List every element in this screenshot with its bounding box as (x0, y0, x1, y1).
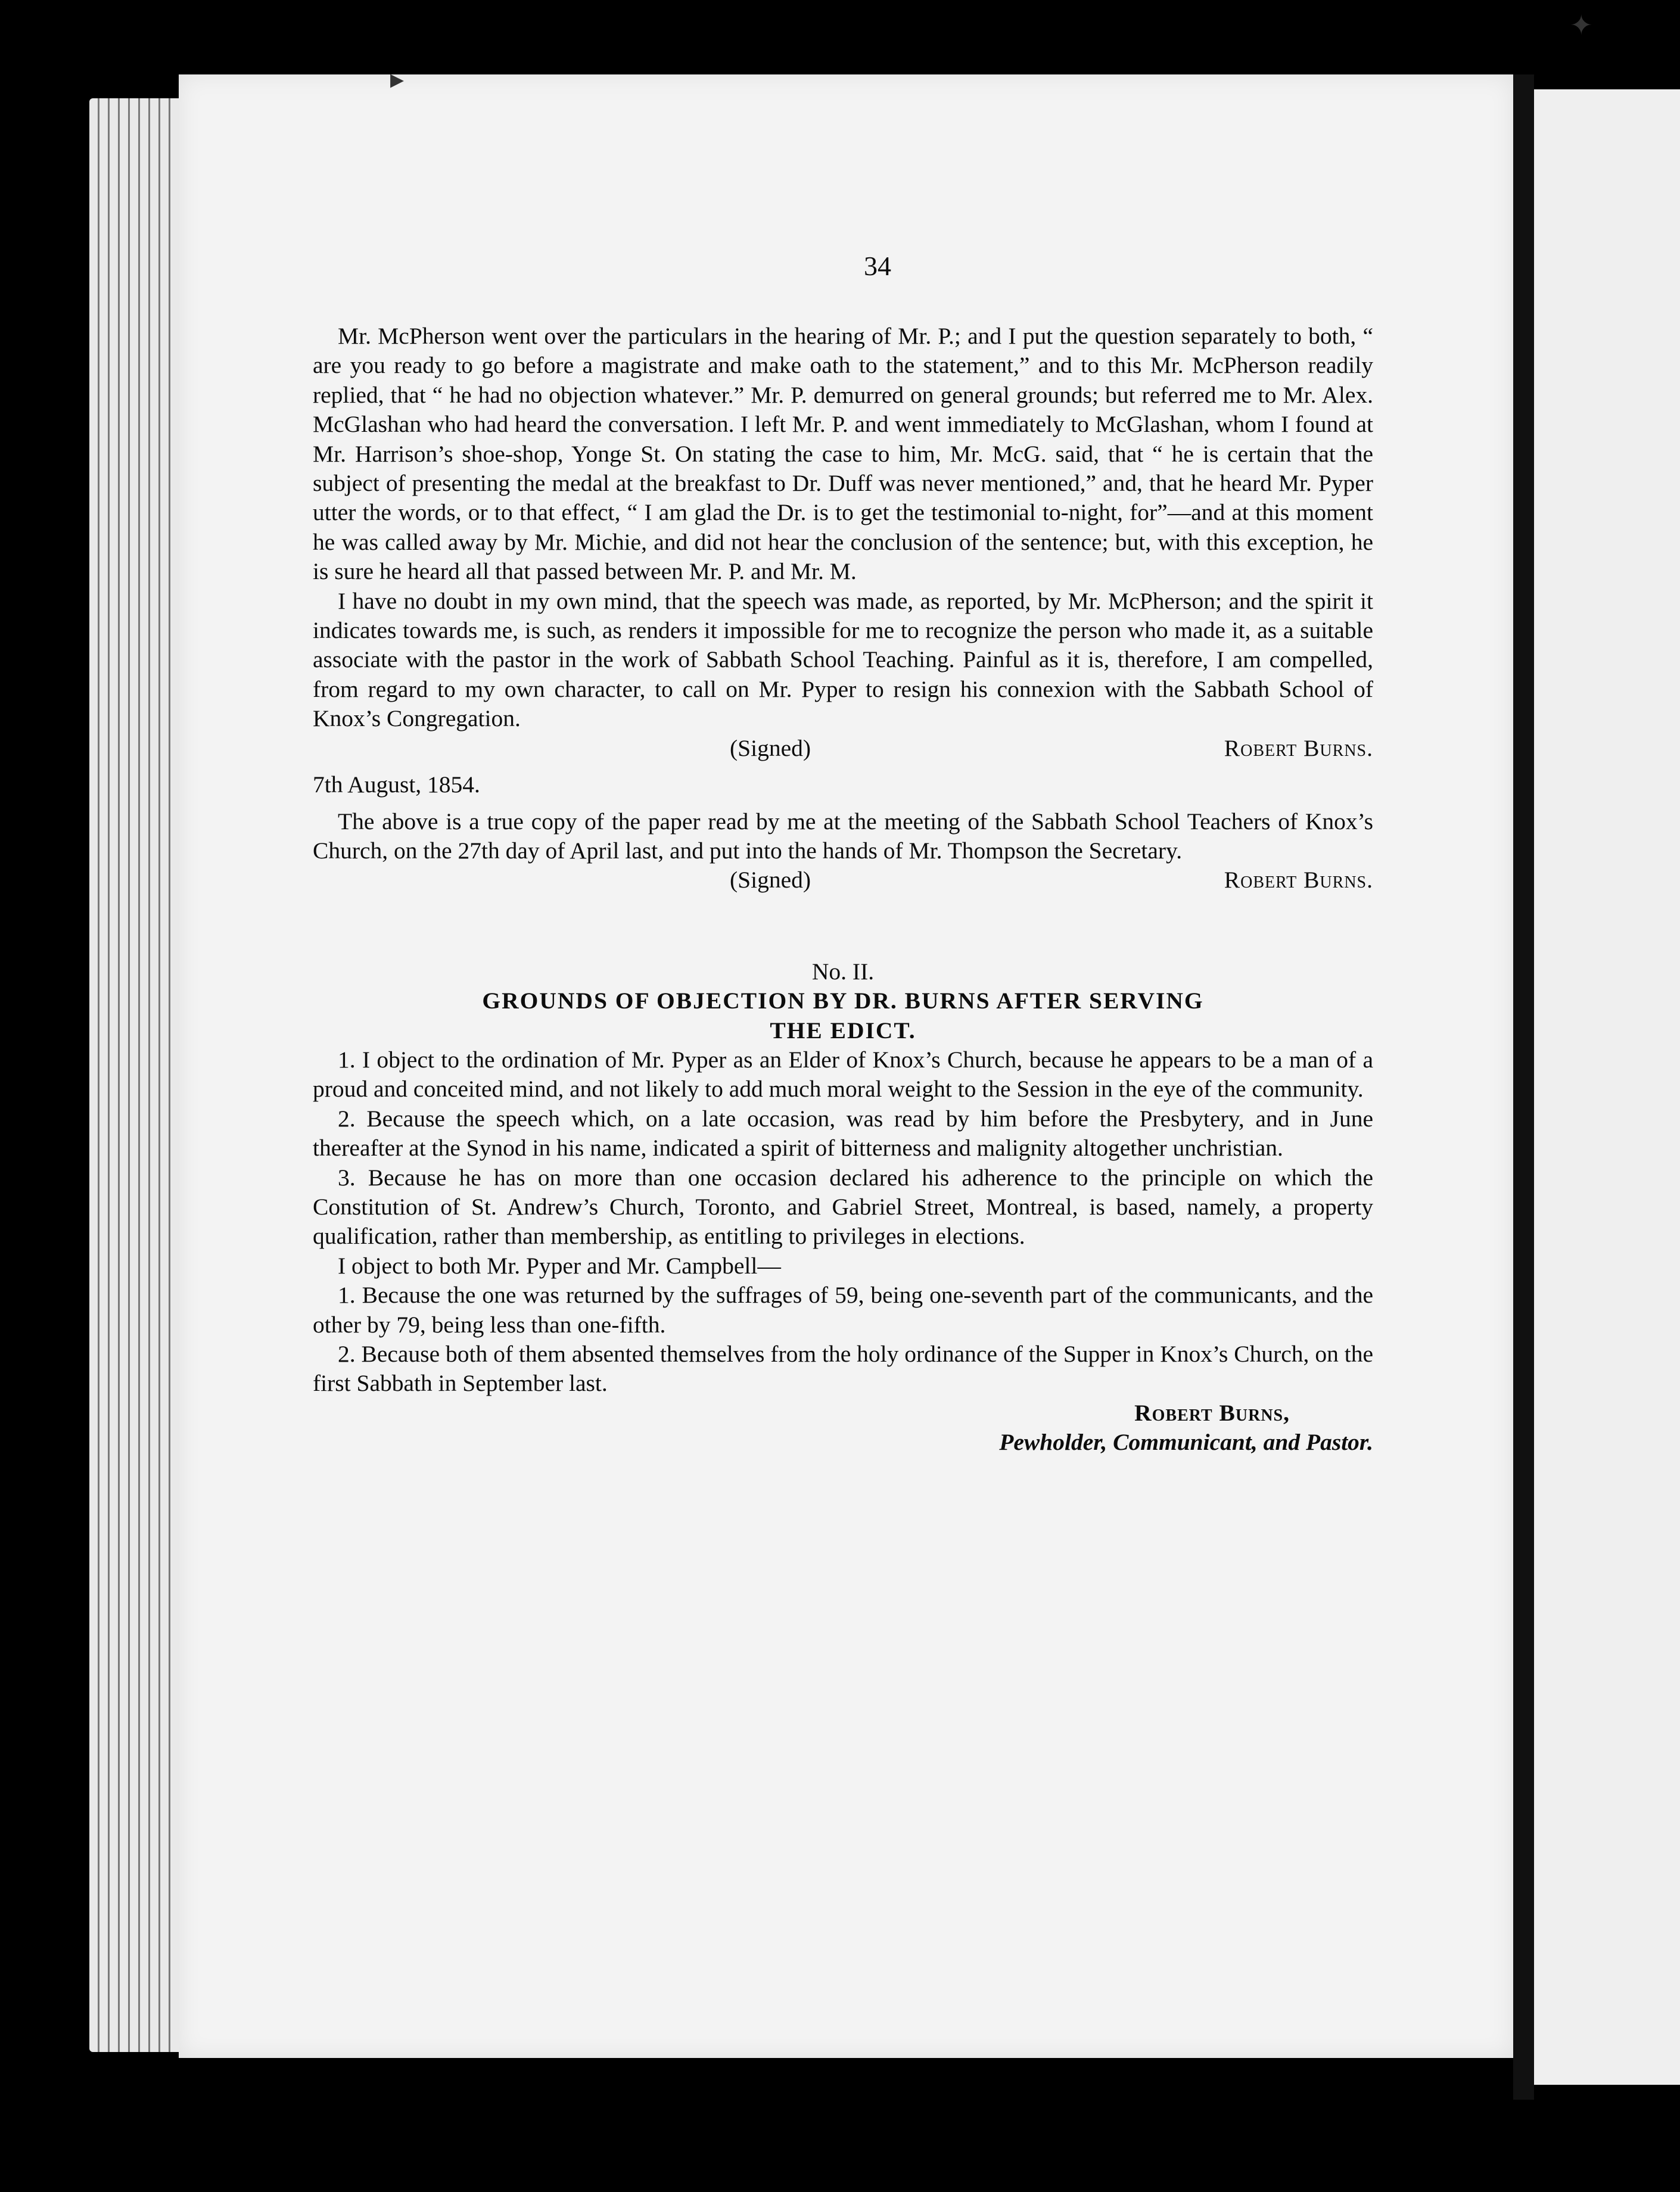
section-heading-continued: THE EDICT. (770, 1017, 916, 1044)
signatory-name: Robert Burns. (1224, 734, 1373, 761)
signatory-name: Robert Burns. (1224, 867, 1373, 893)
objection-item: 3. Because he has on more than one occasion declared his adherence to the principle on which the Constitution of St. Andrew’s Church, Toronto, and Gabriel Street, Montreal, is based, namely, a property qualification, rather than membership, as entitling to privileges in elections. (313, 1164, 1373, 1250)
objection-item: 1. I object to the ordination of Mr. Pyper as an Elder of Knox’s Church, because he appears to be a man of a proud and conceited mind, and not likely to add much moral weight to the Session in the eye of the community. (313, 1046, 1373, 1103)
section-heading: GROUNDS OF OBJECTION BY DR. BURNS AFTER SERVING (482, 988, 1204, 1014)
date: 7th August, 1854. (313, 771, 480, 798)
closing-title: Pewholder, Communicant, and Pastor. (999, 1429, 1373, 1456)
book-gutter (1513, 74, 1534, 2100)
scan-speck: ▸ (390, 64, 405, 94)
section-number: No. II. (811, 958, 875, 985)
signed-label: (Signed) (730, 867, 811, 893)
page-body (313, 322, 1373, 1458)
closing-signatory: Robert Burns, (1134, 1399, 1290, 1426)
paragraph: The above is a true copy of the paper read by me at the meeting of the Sabbath School Teachers of Knox’s Church, on the 27th day of April last, and put into the hands of Mr. Thompson the Secretary. (313, 808, 1373, 864)
spacer (313, 895, 1373, 957)
signed-label: (Signed) (730, 734, 811, 761)
objection-item: 1. Because the one was returned by the suffrages of 59, being one-seventh part of the communicants, and the other by 79, being less than one-fifth. (313, 1282, 1373, 1338)
page-number: 34 (864, 251, 891, 281)
signature-line (313, 734, 1373, 763)
paragraph: Mr. McPherson went over the particulars in the hearing of Mr. P.; and I put the question separately to both, “ are you ready to go before a magistrate and make oath to the statement,” and to this Mr. McPherson readily replied, that “ he had no objection whatever.” Mr. P. demurred on general grounds; but referred me to Mr. Alex. McGlashan who had heard the conversation. I left Mr. P. and went immediately to McGlashan, whom I found at Mr. Harrison’s shoe-shop, Yonge St. On stating the case to him, Mr. McG. said, that “ he is certain that the subject of presenting the medal at the breakfast to Dr. Duff was never mentioned,” and, that he heard Mr. Pyper utter the words, or to that effect, “ I am glad the Dr. is to get the testimonial to-night, for”—and at this moment he was called away by Mr. Michie, and did not hear the conclusion of the sentence; but, with this exception, he is sure he heard all that passed between Mr. P. and Mr. M. (313, 323, 1373, 585)
book-page-edges (89, 98, 191, 2052)
facing-page (1534, 89, 1680, 2085)
objection-item: 2. Because the speech which, on a late occasion, was read by him before the Presbytery, and in June thereafter at the Synod in his name, indicated a spirit of bitterness and malignity altogether unchristian. (313, 1105, 1373, 1162)
objection-item: 2. Because both of them absented themselves from the holy ordinance of the Supper in Knox’s Church, on the first Sabbath in September last. (313, 1341, 1373, 1397)
signature-line (313, 865, 1373, 895)
scan-speck: ✦ (1570, 10, 1593, 41)
paragraph: I have no doubt in my own mind, that the speech was made, as reported, by Mr. McPherson; and the spirit it indicates towards me, is such, as renders it impossible for me to recognize the person who made it, as a suitable associate with the pastor in the work of Sabbath School Teaching. Painful as it is, therefore, I am compelled, from regard to my own character, to call on Mr. Pyper to resign his connexion with the Sabbath School of Knox’s Congregation. (313, 587, 1373, 732)
objection-intro: I object to both Mr. Pyper and Mr. Campbell— (338, 1252, 781, 1279)
